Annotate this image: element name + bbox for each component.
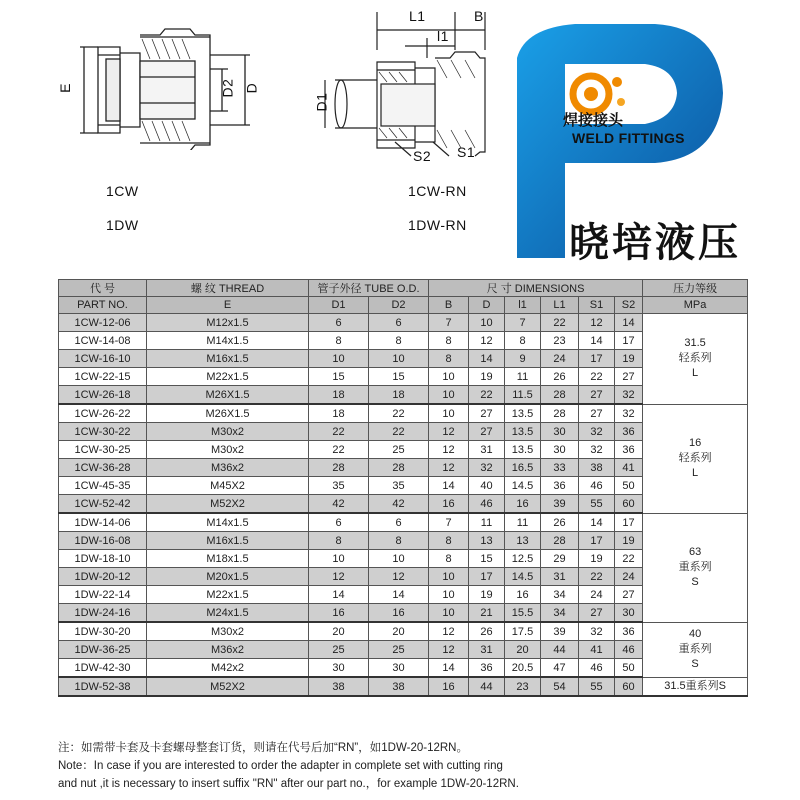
table-cell: 42 <box>309 495 369 514</box>
table-cell: 14.5 <box>505 477 541 495</box>
table-cell: 22 <box>541 314 579 332</box>
header-e: E <box>147 297 309 314</box>
table-cell: 29 <box>541 550 579 568</box>
table-cell: 38 <box>579 459 615 477</box>
table-cell: 36 <box>615 423 643 441</box>
table-cell: 30 <box>369 659 429 678</box>
table-cell: M30x2 <box>147 622 309 641</box>
table-cell: 10 <box>429 604 469 623</box>
table-cell: 10 <box>309 350 369 368</box>
table-cell: 1DW-36-25 <box>59 641 147 659</box>
table-header-row-1 <box>59 280 748 297</box>
pressure-grade-cell <box>643 513 748 622</box>
table-cell: 10 <box>369 550 429 568</box>
table-group <box>59 314 748 405</box>
table-header-row-2 <box>59 297 748 314</box>
table-cell: 1CW-16-10 <box>59 350 147 368</box>
table-cell: 55 <box>579 495 615 514</box>
table-cell: 16.5 <box>505 459 541 477</box>
table-cell: 27 <box>469 423 505 441</box>
pressure-grade-line: 16 <box>688 437 702 449</box>
table-cell: 15.5 <box>505 604 541 623</box>
table-cell: 32 <box>615 386 643 405</box>
table-cell: 1DW-22-14 <box>59 586 147 604</box>
table-cell: 31 <box>541 568 579 586</box>
table-cell: 15 <box>369 368 429 386</box>
table-cell: 10 <box>369 350 429 368</box>
pressure-grade-cell <box>643 314 748 405</box>
table-cell: M14x1.5 <box>147 513 309 532</box>
table-cell: 8 <box>429 332 469 350</box>
header-l1-large: L1 <box>541 297 579 314</box>
table-cell: 26 <box>469 622 505 641</box>
table-cell: 1CW-30-25 <box>59 441 147 459</box>
table-cell: 1DW-30-20 <box>59 622 147 641</box>
table-cell: 14 <box>429 659 469 678</box>
table-cell: 28 <box>541 386 579 405</box>
dim-label-e: E <box>56 83 73 93</box>
table-cell: 16 <box>505 586 541 604</box>
table-cell: M14x1.5 <box>147 332 309 350</box>
table-cell: 17 <box>615 332 643 350</box>
table-cell: 8 <box>429 550 469 568</box>
pressure-grade-line: 63 <box>688 546 702 558</box>
table-cell: 1CW-22-15 <box>59 368 147 386</box>
table-cell: 36 <box>469 659 505 678</box>
table-cell: 17.5 <box>505 622 541 641</box>
table-cell: 28 <box>541 404 579 423</box>
table-cell: 23 <box>505 677 541 696</box>
table-cell: 34 <box>541 604 579 623</box>
table-cell: 1CW-26-18 <box>59 386 147 405</box>
model-label-1cw-rn: 1CW-RN <box>408 183 467 199</box>
table-cell: 19 <box>469 368 505 386</box>
table-cell: M52X2 <box>147 677 309 696</box>
table-cell: 27 <box>579 386 615 405</box>
table-cell: 1CW-36-28 <box>59 459 147 477</box>
table-cell: 1CW-30-22 <box>59 423 147 441</box>
table-cell: 12 <box>429 441 469 459</box>
table-cell: 21 <box>469 604 505 623</box>
table-cell: 22 <box>579 568 615 586</box>
table-cell: 14.5 <box>505 568 541 586</box>
table-cell: 41 <box>579 641 615 659</box>
table-cell: M30x2 <box>147 441 309 459</box>
table-cell: 47 <box>541 659 579 678</box>
table-cell: 18 <box>369 386 429 405</box>
table-cell: 44 <box>541 641 579 659</box>
table-cell: M36x2 <box>147 641 309 659</box>
table-cell: 11 <box>505 368 541 386</box>
dim-label-s2: S2 <box>413 148 432 164</box>
header-s2: S2 <box>615 297 643 314</box>
table-cell: 6 <box>309 314 369 332</box>
pressure-grade-line: S <box>691 658 699 670</box>
table-cell: 1DW-20-12 <box>59 568 147 586</box>
table-cell: 14 <box>309 586 369 604</box>
header-dimensions: 尺 寸 DIMENSIONS <box>429 280 643 297</box>
table-cell: 46 <box>615 641 643 659</box>
pressure-grade-cell <box>643 404 748 513</box>
table-cell: 27 <box>615 586 643 604</box>
table-cell: 11.5 <box>505 386 541 405</box>
table-cell: 30 <box>615 604 643 623</box>
table-cell: 30 <box>309 659 369 678</box>
pressure-grade-line: 31.5 <box>684 337 706 350</box>
table-cell: 6 <box>369 314 429 332</box>
table-cell: 14 <box>579 513 615 532</box>
table-cell: 13.5 <box>505 423 541 441</box>
table-cell: 13.5 <box>505 441 541 459</box>
header-l1-small: l1 <box>505 297 541 314</box>
table-cell: 28 <box>369 459 429 477</box>
table-cell: 32 <box>469 459 505 477</box>
table-cell: 10 <box>469 314 505 332</box>
dim-label-l1-upper: L1 <box>409 8 426 24</box>
table-cell: 10 <box>429 368 469 386</box>
table-cell: 27 <box>469 404 505 423</box>
table-cell: 1DW-14-06 <box>59 513 147 532</box>
table-cell: 24 <box>615 568 643 586</box>
table-cell: 35 <box>369 477 429 495</box>
table-cell: 1CW-52-42 <box>59 495 147 514</box>
table-cell: 22 <box>369 404 429 423</box>
table-cell: 33 <box>541 459 579 477</box>
header-s1: S1 <box>579 297 615 314</box>
table-cell: M42x2 <box>147 659 309 678</box>
table-cell: 10 <box>309 550 369 568</box>
dim-label-d1: D1 <box>313 92 330 112</box>
table-cell: 26 <box>541 368 579 386</box>
table-cell: 1CW-12-06 <box>59 314 147 332</box>
table-cell: 6 <box>369 513 429 532</box>
table-cell: 12 <box>309 568 369 586</box>
table-cell: 14 <box>469 350 505 368</box>
table-cell: 1DW-24-16 <box>59 604 147 623</box>
table-cell: 12 <box>429 622 469 641</box>
table-cell: 14 <box>579 332 615 350</box>
table-cell: 27 <box>579 404 615 423</box>
header-mpa: MPa <box>643 297 748 314</box>
table-cell: 39 <box>541 495 579 514</box>
table-cell: 42 <box>369 495 429 514</box>
table-cell: 27 <box>579 604 615 623</box>
model-label-1dw-rn: 1DW-RN <box>408 217 467 233</box>
table-cell: M22x1.5 <box>147 586 309 604</box>
pressure-grade-line: 31.5重系列S <box>664 679 726 692</box>
table-cell: 19 <box>579 550 615 568</box>
table-cell: 10 <box>429 568 469 586</box>
model-label-1cw: 1CW <box>106 183 139 199</box>
pressure-grade-cell <box>643 622 748 677</box>
table-cell: 18 <box>309 404 369 423</box>
pressure-grade-line: 重系列 <box>678 561 712 573</box>
table-cell: 35 <box>309 477 369 495</box>
table-cell: M12x1.5 <box>147 314 309 332</box>
table-cell: 7 <box>429 314 469 332</box>
table-cell: 28 <box>309 459 369 477</box>
table-cell: 24 <box>579 586 615 604</box>
brand-cn-subtitle: 焊接接头 <box>563 112 624 129</box>
pressure-grade-line: 重系列 <box>678 643 712 655</box>
table-cell: 14 <box>429 477 469 495</box>
header-b: B <box>429 297 469 314</box>
header-d1: D1 <box>309 297 369 314</box>
header-thread: 螺 纹 THREAD <box>147 280 309 297</box>
table-cell: 31 <box>469 641 505 659</box>
table-cell: 25 <box>309 641 369 659</box>
table-row <box>59 314 748 332</box>
table-cell: 44 <box>469 677 505 696</box>
header-d: D <box>469 297 505 314</box>
table-cell: 10 <box>429 386 469 405</box>
table-cell: 11 <box>469 513 505 532</box>
table-cell: 12.5 <box>505 550 541 568</box>
pressure-grade-line: S <box>691 576 699 588</box>
table-cell: 50 <box>615 477 643 495</box>
table-cell: 7 <box>429 513 469 532</box>
table-cell: 15 <box>469 550 505 568</box>
table-group <box>59 622 748 677</box>
table-cell: 32 <box>579 423 615 441</box>
table-group <box>59 677 748 696</box>
table-cell: 14 <box>615 314 643 332</box>
table-cell: 7 <box>505 314 541 332</box>
table-cell: 16 <box>429 677 469 696</box>
table-cell: M26X1.5 <box>147 404 309 423</box>
brand-company-name: 晓培液压 <box>569 221 741 265</box>
table-cell: 17 <box>615 513 643 532</box>
table-cell: M16x1.5 <box>147 532 309 550</box>
table-cell: M45X2 <box>147 477 309 495</box>
model-label-1dw: 1DW <box>106 217 139 233</box>
table-cell: 46 <box>579 477 615 495</box>
table-cell: 60 <box>615 677 643 696</box>
header-part-no: PART NO. <box>59 297 147 314</box>
pressure-grade-line: L <box>692 367 699 380</box>
table-cell: 46 <box>579 659 615 678</box>
table-cell: 1CW-14-08 <box>59 332 147 350</box>
note-cn: 注：如需带卡套及卡套螺母整套订货，则请在代号后加“RN”，如1DW-20-12RN。 <box>58 742 468 754</box>
table-cell: 17 <box>579 532 615 550</box>
table-cell: M22x1.5 <box>147 368 309 386</box>
note-en-line-2: and nut ,it is necessary to insert suffix "RN" after our part no.，for example 1DW-20-12RN. <box>58 778 519 790</box>
table-cell: 13 <box>505 532 541 550</box>
table-cell: M20x1.5 <box>147 568 309 586</box>
table-cell: 22 <box>615 550 643 568</box>
table-cell: 25 <box>369 641 429 659</box>
table-row <box>59 622 748 641</box>
table-cell: 13 <box>469 532 505 550</box>
table-cell: 14 <box>369 586 429 604</box>
table-cell: 8 <box>309 332 369 350</box>
table-cell: 60 <box>615 495 643 514</box>
table-cell: 39 <box>541 622 579 641</box>
table-cell: 46 <box>469 495 505 514</box>
table-cell: 20 <box>369 622 429 641</box>
table-group <box>59 513 748 622</box>
table-cell: 16 <box>369 604 429 623</box>
pressure-grade-line: 40 <box>688 628 702 640</box>
table-cell: 1DW-52-38 <box>59 677 147 696</box>
table-cell: 30 <box>541 441 579 459</box>
table-cell: 13.5 <box>505 404 541 423</box>
spec-table <box>58 279 748 697</box>
table-cell: 8 <box>505 332 541 350</box>
table-cell: M26X1.5 <box>147 386 309 405</box>
table-cell: 34 <box>541 586 579 604</box>
table-cell: M36x2 <box>147 459 309 477</box>
table-cell: 8 <box>369 532 429 550</box>
table-cell: 16 <box>505 495 541 514</box>
table-cell: 22 <box>469 386 505 405</box>
table-cell: 1DW-16-08 <box>59 532 147 550</box>
table-cell: 9 <box>505 350 541 368</box>
table-cell: 55 <box>579 677 615 696</box>
table-cell: 26 <box>541 513 579 532</box>
table-cell: 41 <box>615 459 643 477</box>
header-pressure: 压力等级 <box>643 280 748 297</box>
table-cell: 17 <box>469 568 505 586</box>
table-cell: 36 <box>541 477 579 495</box>
table-cell: 32 <box>579 622 615 641</box>
table-cell: 20 <box>309 622 369 641</box>
table-cell: 24 <box>541 350 579 368</box>
table-cell: 12 <box>579 314 615 332</box>
table-cell: 1CW-26-22 <box>59 404 147 423</box>
note-en-line-1: Note：In case if you are interested to order the adapter in complete set with cutting ring <box>58 760 503 772</box>
table-cell: 22 <box>309 423 369 441</box>
table-cell: 8 <box>309 532 369 550</box>
table-cell: 8 <box>429 532 469 550</box>
table-cell: 15 <box>309 368 369 386</box>
pressure-grade-line: 轻系列 <box>678 452 712 464</box>
table-cell: 18 <box>309 386 369 405</box>
table-cell: 19 <box>469 586 505 604</box>
fitting-drawing-right <box>315 10 505 170</box>
table-cell: 17 <box>579 350 615 368</box>
table-row <box>59 404 748 423</box>
table-cell: 10 <box>429 404 469 423</box>
table-cell: M52X2 <box>147 495 309 514</box>
header-tube-od: 管子外径 TUBE O.D. <box>309 280 429 297</box>
table-cell: 22 <box>309 441 369 459</box>
table-row <box>59 677 748 696</box>
table-cell: 22 <box>369 423 429 441</box>
dim-label-b: B <box>474 8 484 24</box>
table-cell: 30 <box>541 423 579 441</box>
table-cell: 16 <box>309 604 369 623</box>
table-cell: 19 <box>615 350 643 368</box>
table-cell: 36 <box>615 622 643 641</box>
table-cell: 22 <box>579 368 615 386</box>
table-cell: 23 <box>541 332 579 350</box>
table-cell: 1CW-45-35 <box>59 477 147 495</box>
table-cell: 8 <box>369 332 429 350</box>
dim-label-d: D <box>243 82 260 94</box>
table-cell: 54 <box>541 677 579 696</box>
table-cell: 20 <box>505 641 541 659</box>
notes-block <box>58 739 747 793</box>
table-cell: 12 <box>469 332 505 350</box>
pressure-grade-cell <box>643 677 748 696</box>
dim-label-s1: S1 <box>457 144 476 160</box>
dim-label-d2: D2 <box>219 78 236 98</box>
table-cell: 27 <box>615 368 643 386</box>
table-cell: 1DW-18-10 <box>59 550 147 568</box>
table-cell: M18x1.5 <box>147 550 309 568</box>
table-cell: 12 <box>429 423 469 441</box>
table-cell: 10 <box>429 586 469 604</box>
brand-en-subtitle: WELD FITTINGS <box>572 130 685 146</box>
dim-label-l1-lower: l1 <box>437 28 449 44</box>
table-cell: M16x1.5 <box>147 350 309 368</box>
header-part-cn: 代 号 <box>59 280 147 297</box>
table-cell: 38 <box>369 677 429 696</box>
table-cell: 25 <box>369 441 429 459</box>
pressure-grade-line: 轻系列 <box>678 352 712 365</box>
table-cell: 19 <box>615 532 643 550</box>
table-cell: 16 <box>429 495 469 514</box>
table-cell: 12 <box>429 459 469 477</box>
table-cell: 38 <box>309 677 369 696</box>
table-cell: 6 <box>309 513 369 532</box>
table-cell: 36 <box>615 441 643 459</box>
header-d2: D2 <box>369 297 429 314</box>
table-cell: 50 <box>615 659 643 678</box>
table-cell: 1DW-42-30 <box>59 659 147 678</box>
table-cell: 12 <box>429 641 469 659</box>
table-cell: 28 <box>541 532 579 550</box>
table-cell: 31 <box>469 441 505 459</box>
pressure-grade-line: L <box>692 467 699 479</box>
table-cell: 11 <box>505 513 541 532</box>
table-cell: 8 <box>429 350 469 368</box>
table-cell: 32 <box>615 404 643 423</box>
table-cell: 20.5 <box>505 659 541 678</box>
table-cell: M30x2 <box>147 423 309 441</box>
table-cell: 12 <box>369 568 429 586</box>
table-cell: M24x1.5 <box>147 604 309 623</box>
table-cell: 40 <box>469 477 505 495</box>
table-row <box>59 513 748 532</box>
table-group <box>59 404 748 513</box>
table-cell: 32 <box>579 441 615 459</box>
